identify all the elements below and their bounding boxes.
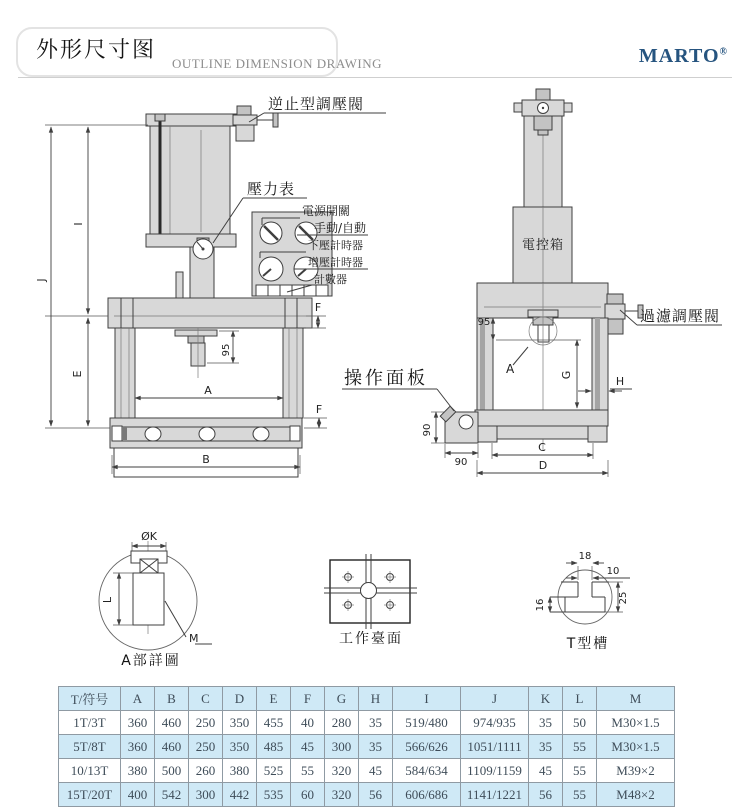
label-operation-panel: 操作面板 [344, 368, 428, 389]
dim-D: D [538, 459, 548, 472]
worktable-front [110, 418, 302, 448]
table-header-row [59, 687, 675, 711]
column-header: L [563, 687, 597, 711]
label-down-timer: 下壓計時器 [308, 239, 363, 252]
table-cell: M48×2 [597, 783, 675, 807]
dim-L: L [101, 596, 114, 604]
label-filter-valve: 過濾調壓閥 [640, 307, 721, 325]
worktable-caption: 工作臺面 [339, 631, 403, 647]
dim-C: C [538, 441, 546, 454]
column-header: G [325, 687, 359, 711]
table-cell: 45 [529, 759, 563, 783]
column-header: E [257, 687, 291, 711]
table-row [59, 735, 675, 759]
dim-panel-height: 90 [422, 423, 433, 437]
table-cell: 460 [155, 711, 189, 735]
dim-18: 18 [578, 551, 592, 562]
table-row [59, 759, 675, 783]
label-manual-auto: 手動/自動 [314, 221, 367, 235]
dim-16: 16 [535, 598, 546, 612]
brand-text: MARTO [638, 45, 720, 67]
table-cell: 380 [121, 759, 155, 783]
side-regulator-top [514, 89, 572, 116]
page-subtitle: OUTLINE DIMENSION DRAWING [172, 56, 383, 71]
table-cell: 55 [291, 759, 325, 783]
technical-drawing [0, 85, 750, 685]
side-cylinder [524, 116, 562, 207]
t-slot-caption: T型槽 [566, 636, 610, 652]
table-cell: 35 [529, 711, 563, 735]
column-header: T/符号 [59, 687, 121, 711]
side-callout-leaders [342, 310, 722, 411]
column-header: M [597, 687, 675, 711]
table-cell: 5T/8T [59, 735, 121, 759]
dim-E: E [71, 370, 84, 378]
head-plate-front [108, 298, 312, 328]
column-header: K [529, 687, 563, 711]
label-boost-timer: 增壓計時器 [308, 256, 363, 269]
detail-a [99, 530, 212, 669]
table-cell: M30×1.5 [597, 735, 675, 759]
table-cell: 485 [257, 735, 291, 759]
dimension-table [58, 686, 675, 807]
dim-I: I [72, 222, 85, 226]
table-cell: 542 [155, 783, 189, 807]
worktable-detail [324, 554, 417, 647]
dim-B: B [202, 453, 210, 466]
table-cell: 566/626 [393, 735, 461, 759]
column-header: H [359, 687, 393, 711]
page-title: 外形尺寸图 [36, 38, 157, 63]
dim-10: 10 [606, 566, 620, 577]
table-cell: 350 [223, 735, 257, 759]
table-cell: 360 [121, 735, 155, 759]
dim-F-table: F [315, 403, 323, 416]
table-row [59, 783, 675, 807]
table-row [59, 711, 675, 735]
dim-stroke-side: 95 [477, 317, 491, 328]
columns-front [115, 328, 303, 418]
ram-front [175, 328, 217, 378]
registered-mark: ® [719, 46, 728, 58]
dim-G: G [560, 370, 573, 380]
t-slot-detail [535, 551, 630, 652]
table-cell: 360 [121, 711, 155, 735]
table-cell: 35 [359, 711, 393, 735]
front-view [35, 95, 386, 477]
table-cell: 1051/1111 [461, 735, 529, 759]
table-cell: 442 [223, 783, 257, 807]
table-cell: 40 [291, 711, 325, 735]
table-cell: 584/634 [393, 759, 461, 783]
column-header: B [155, 687, 189, 711]
detail-a-caption: A部詳圖 [121, 653, 181, 669]
side-view [342, 89, 722, 477]
table-cell: 455 [257, 711, 291, 735]
table-cell: M39×2 [597, 759, 675, 783]
table-cell: 56 [529, 783, 563, 807]
table-cell: 300 [189, 783, 223, 807]
column-header: D [223, 687, 257, 711]
table-cell: 380 [223, 759, 257, 783]
dim-H: H [615, 375, 625, 388]
table-cell: 320 [325, 759, 359, 783]
table-cell: 606/686 [393, 783, 461, 807]
brand-logo [639, 45, 728, 68]
table-cell: 250 [189, 711, 223, 735]
table-cell: 1109/1159 [461, 759, 529, 783]
table-cell: 519/480 [393, 711, 461, 735]
column-header: C [189, 687, 223, 711]
table-cell: 400 [121, 783, 155, 807]
table-cell: 55 [563, 759, 597, 783]
label-check-valve: 逆止型調壓閥 [268, 95, 365, 113]
column-header: I [393, 687, 461, 711]
operation-panel [440, 406, 478, 443]
table-cell: 320 [325, 783, 359, 807]
dim-F-top: F [314, 301, 322, 314]
label-detail-mark: A [506, 362, 515, 376]
table-cell: 45 [291, 735, 325, 759]
column-header: J [461, 687, 529, 711]
table-cell: 974/935 [461, 711, 529, 735]
dim-stroke-front: 95 [221, 343, 232, 357]
table-cell: M30×1.5 [597, 711, 675, 735]
table-cell: 35 [359, 735, 393, 759]
table-cell: 60 [291, 783, 325, 807]
table-cell: 535 [257, 783, 291, 807]
table-cell: 300 [325, 735, 359, 759]
table-cell: 10/13T [59, 759, 121, 783]
label-power-switch: 電源開關 [302, 204, 351, 218]
label-pressure-gauge: 壓力表 [247, 180, 296, 198]
dim-panel-width: 90 [454, 457, 468, 468]
table-cell: 45 [359, 759, 393, 783]
column-header: F [291, 687, 325, 711]
label-control-box: 電控箱 [521, 238, 565, 253]
label-counter: 計數器 [314, 273, 347, 286]
dim-25: 25 [618, 591, 629, 605]
dim-A-front: A [204, 384, 212, 397]
table-cell: 1T/3T [59, 711, 121, 735]
dimension-table-wrap [58, 686, 674, 807]
table-cell: 350 [223, 711, 257, 735]
dim-M: M [189, 632, 199, 645]
table-cell: 55 [563, 783, 597, 807]
dim-J: J [35, 278, 48, 282]
table-cell: 56 [359, 783, 393, 807]
table-cell: 15T/20T [59, 783, 121, 807]
dim-OK: ØK [141, 530, 157, 543]
table-cell: 250 [189, 735, 223, 759]
table-cell: 525 [257, 759, 291, 783]
worktable-side [475, 410, 608, 442]
table-cell: 50 [563, 711, 597, 735]
column-header: A [121, 687, 155, 711]
table-cell: 35 [529, 735, 563, 759]
table-cell: 1141/1221 [461, 783, 529, 807]
front-cylinder [146, 114, 236, 298]
table-cell: 260 [189, 759, 223, 783]
table-cell: 280 [325, 711, 359, 735]
header-divider [18, 77, 732, 78]
table-cell: 460 [155, 735, 189, 759]
table-cell: 55 [563, 735, 597, 759]
table-cell: 500 [155, 759, 189, 783]
